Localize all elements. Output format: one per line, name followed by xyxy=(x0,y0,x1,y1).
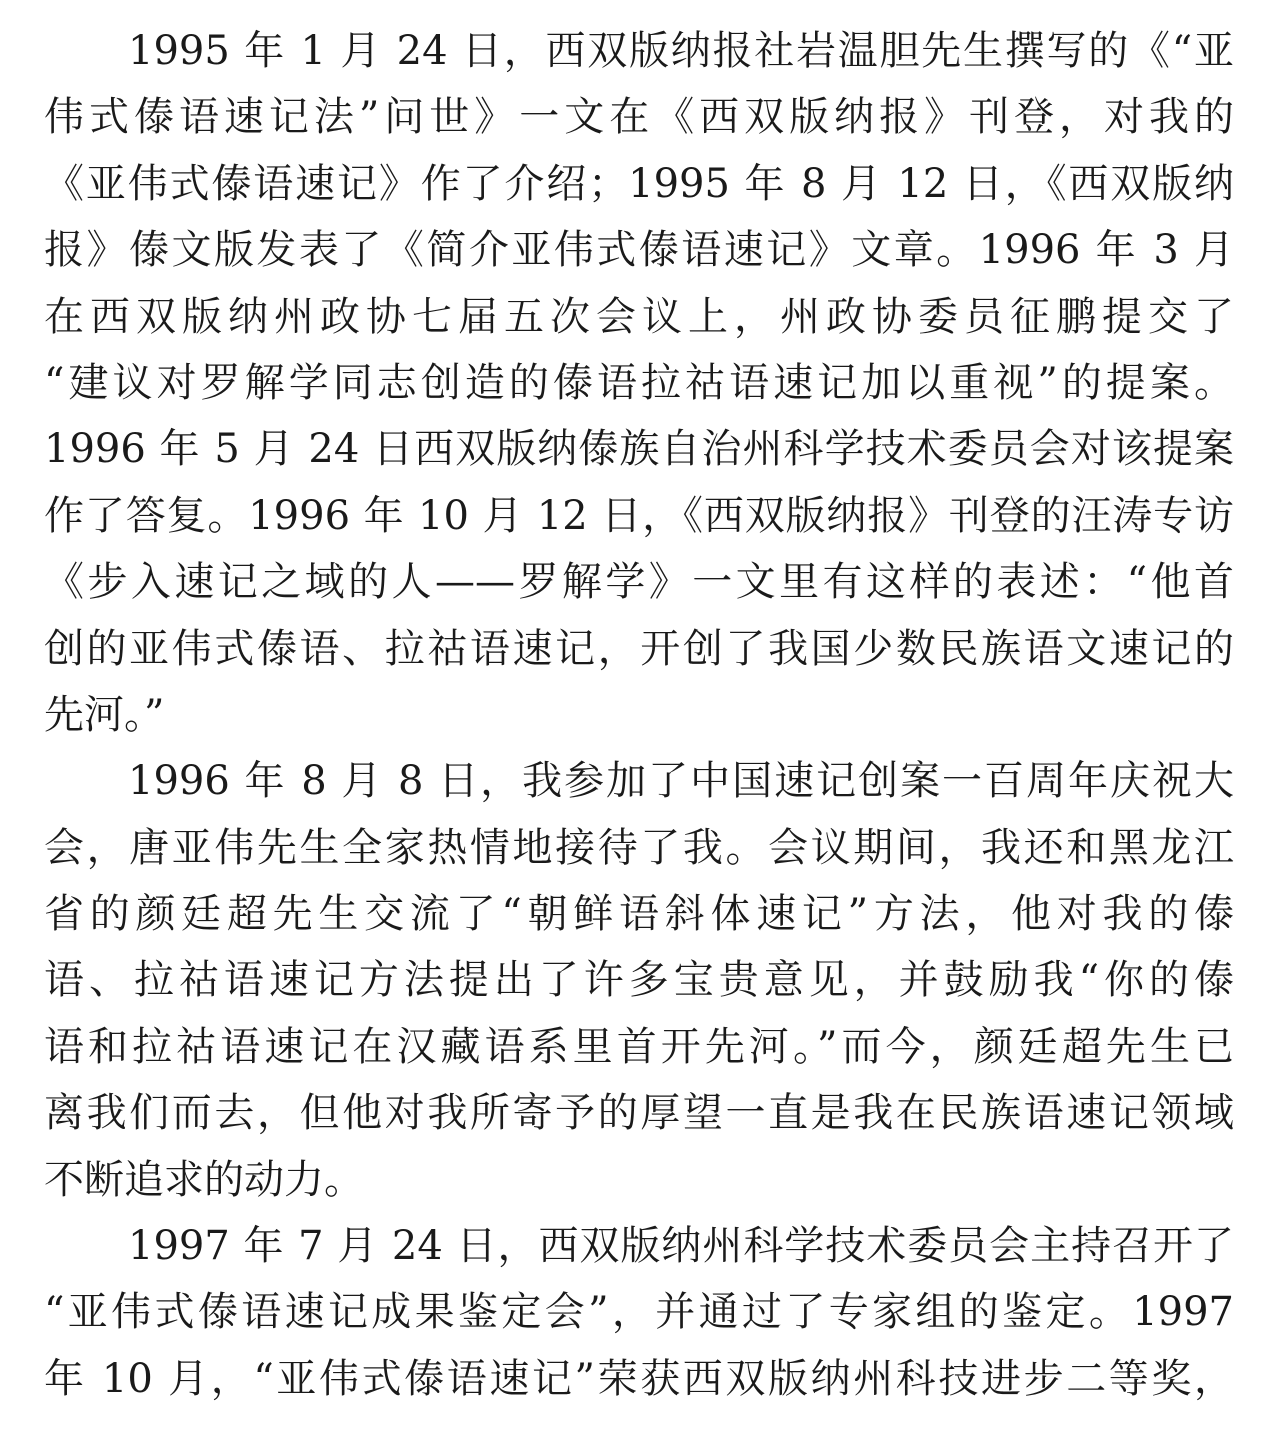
text-line: 《步入速记之域的人——罗解学》一文里有这样的表述：“他首 xyxy=(44,559,1234,606)
text-line: 离我们而去，但他对我所寄予的厚望一直是我在民族语速记领域 xyxy=(44,1090,1234,1137)
text-line: 创的亚伟式傣语、拉祜语速记，开创了我国少数民族语文速记的 xyxy=(44,625,1234,672)
text-line: 1997 年 7 月 24 日，西双版纳州科学技术委员会主持召开了 xyxy=(128,1223,1234,1270)
text-line: 报》傣文版发表了《简介亚伟式傣语速记》文章。1996 年 3 月 xyxy=(44,227,1234,274)
text-line: 会，唐亚伟先生全家热情地接待了我。会议期间，我还和黑龙江 xyxy=(44,824,1234,871)
text-line: 1996 年 5 月 24 日西双版纳傣族自治州科学技术委员会对该提案 xyxy=(44,426,1234,473)
text-line: 伟式傣语速记法”问世》一文在《西双版纳报》刊登，对我的 xyxy=(44,94,1234,141)
text-line: 《亚伟式傣语速记》作了介绍；1995 年 8 月 12 日，《西双版纳 xyxy=(44,160,1234,207)
text-line: 作了答复。1996 年 10 月 12 日，《西双版纳报》刊登的汪涛专访 xyxy=(44,492,1234,539)
text-line: 先河。” xyxy=(44,691,165,738)
text-line: 年 10 月，“亚伟式傣语速记”荣获西双版纳州科技进步二等奖， xyxy=(44,1355,1234,1402)
text-line: 不断追求的动力。 xyxy=(44,1156,364,1203)
text-line: 在西双版纳州政协七届五次会议上，州政协委员征鹏提交了 xyxy=(44,293,1234,340)
text-line: 语、拉祜语速记方法提出了许多宝贵意见，并鼓励我“你的傣 xyxy=(44,957,1234,1004)
text-line: 1995 年 1 月 24 日，西双版纳报社岩温胆先生撰写的《“亚 xyxy=(128,28,1234,74)
text-line: “建议对罗解学同志创造的傣语拉祜语速记加以重视”的提案。 xyxy=(44,359,1234,406)
text-line: 语和拉祜语速记在汉藏语系里首开先河。”而今，颜廷超先生已 xyxy=(44,1023,1234,1070)
text-line: “亚伟式傣语速记成果鉴定会”，并通过了专家组的鉴定。1997 xyxy=(44,1289,1234,1336)
text-line: 省的颜廷超先生交流了“朝鲜语斜体速记”方法，他对我的傣 xyxy=(44,891,1234,938)
text-line: 1996 年 8 月 8 日，我参加了中国速记创案一百周年庆祝大 xyxy=(128,758,1234,805)
